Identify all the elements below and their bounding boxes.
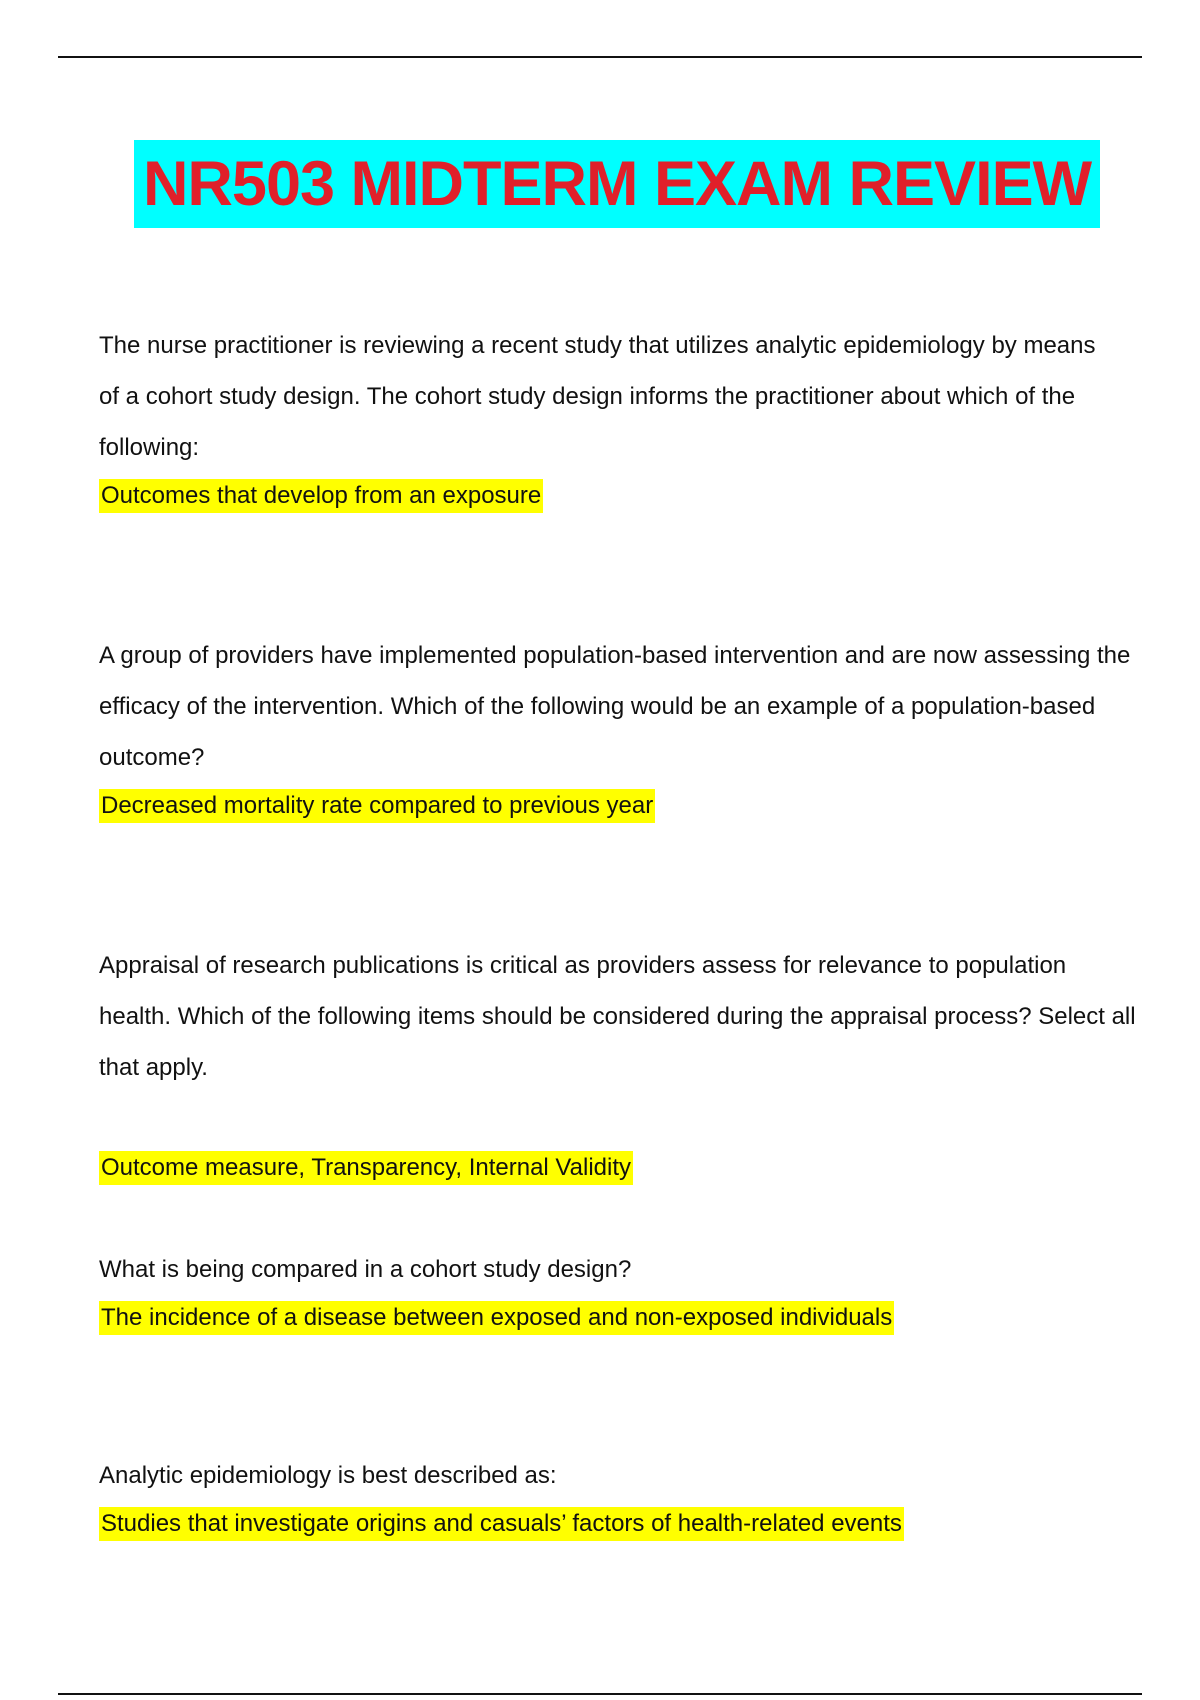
qa-item-2 [99,630,1139,834]
answer-highlight: The incidence of a disease between exposed and non-exposed individuals [99,1301,894,1335]
answer-highlight: Outcome measure, Transparency, Internal Validity [99,1151,633,1185]
question-text: A group of providers have implemented population-based intervention and are now assessing the efficacy of the intervention. Which of the following would be an example of a population-based outcome? [99,642,1131,771]
title-highlight [134,140,1100,228]
qa-item-1 [99,320,1139,524]
answer-highlight: Decreased mortality rate compared to previous year [99,789,655,823]
qa-item-4 [99,1244,1139,1346]
question-text: Appraisal of research publications is critical as providers assess for relevance to population health. Which of the following items should be considered during the appraisal process? Select all that apply. [99,952,1136,1081]
answer-highlight: Studies that investigate origins and casuals’ factors of health-related events [99,1507,904,1541]
question-text: Analytic epidemiology is best described as: [99,1462,557,1489]
qa-item-3 [99,940,1139,1196]
question-text: The nurse practitioner is reviewing a recent study that utilizes analytic epidemiology by means of a cohort study design. The cohort study design informs the practitioner about which of the following: [99,332,1096,461]
qa-item-5 [99,1450,1139,1552]
bottom-divider [58,1693,1142,1695]
page-title: NR503 MIDTERM EXAM REVIEW [142,148,1092,219]
answer-highlight: Outcomes that develop from an exposure [99,479,543,513]
top-divider [58,56,1142,58]
question-text: What is being compared in a cohort study design? [99,1256,632,1283]
